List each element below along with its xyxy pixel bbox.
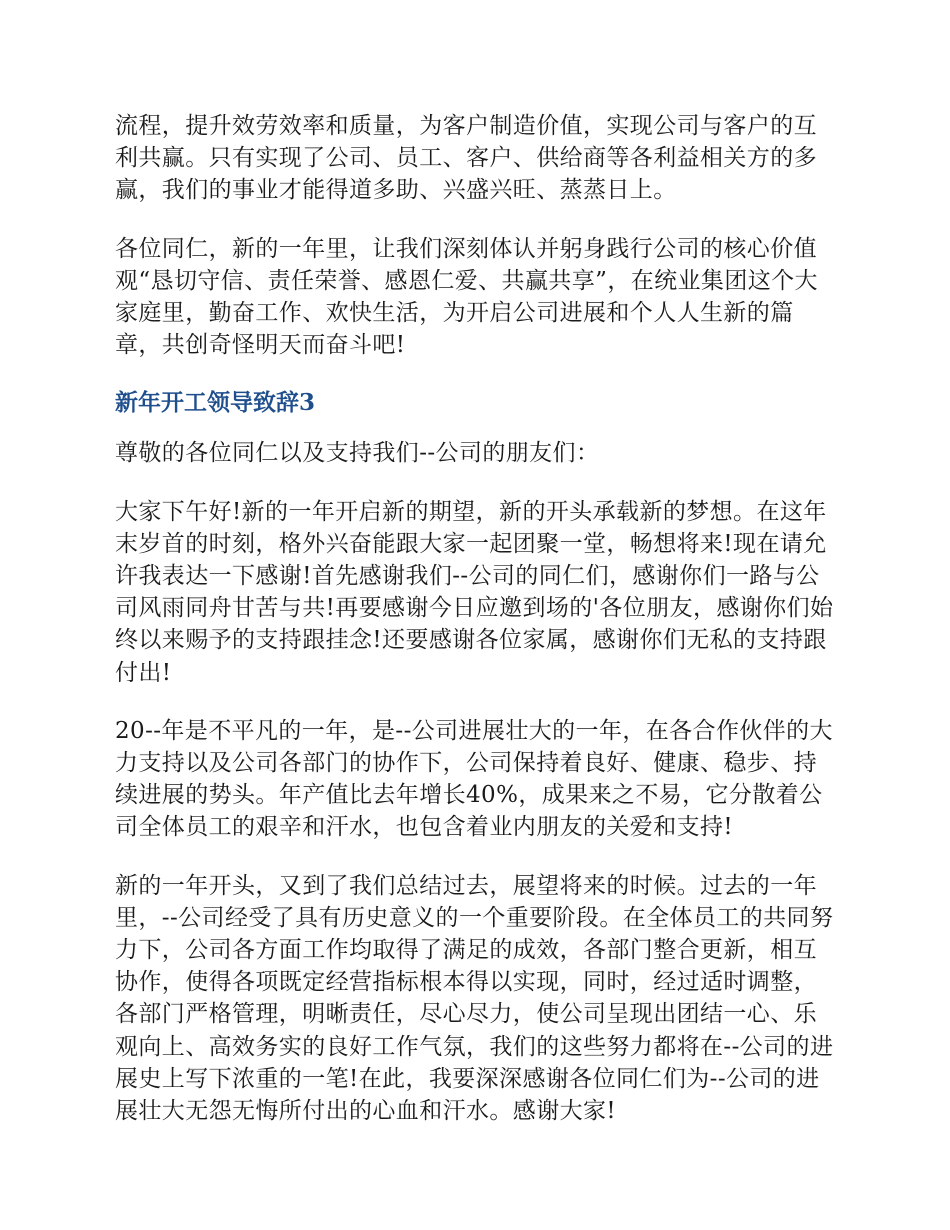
paragraph: 各位同仁，新的一年里，让我们深刻体认并躬身践行公司的核心价值观“恳切守信、责任荣誉、感恩仁爱、共赢共享”，在统业集团这个大家庭里，勤奋工作、欢快生活，为开启公司进展和个人人生新的篇章，共创奇怪明天而奋斗吧!	[115, 235, 818, 359]
section-heading: 新年开工领导致辞3	[115, 389, 316, 417]
paragraph: 尊敬的各位同仁以及支持我们--公司的朋友们：	[115, 440, 600, 467]
paragraph: 大家下午好!新的一年开启新的期望，新的开头承载新的梦想。在这年末岁首的时刻，格外兴奋能跟大家一起团聚一堂，畅想将来!现在请允许我表达一下感谢!首先感谢我们--公司的同仁们，感谢你们一路与公司风雨同舟甘苦与共!再要感谢今日应邀到场的'各位朋友，感谢你们始终以来赐予的支持跟挂念!还要感谢各位家属，感谢你们无私的支持跟付出!	[115, 498, 834, 686]
paragraph: 20--年是不平凡的一年，是--公司进展壮大的一年，在各合作伙伴的大力支持以及公司各部门的协作下，公司保持着良好、健康、稳步、持续进展的势头。年产值比去年增长40%，成果来之不易，它分散着公司全体员工的艰辛和汗水，也包含着业内朋友的关爱和支持!	[115, 717, 833, 841]
document-page	[115, 110, 835, 1153]
paragraph: 新的一年开头，又到了我们总结过去，展望将来的时候。过去的一年里，--公司经受了具有历史意义的一个重要阶段。在全体员工的共同努力下，公司各方面工作均取得了满足的成效，各部门整合更新，相互协作，使得各项既定经营指标根本得以实现，同时，经过适时调整，各部门严格管理，明晰责任，尽心尽力，使公司呈现出团结一心、乐观向上、高效务实的良好工作气氛，我们的这些努力都将在--公司的进展史上写下浓重的一笔!在此，我要深深感谢各位同仁们为--公司的进展壮大无怨无悔所付出的心血和汗水。感谢大家!	[115, 872, 834, 1125]
paragraph: 流程，提升效劳效率和质量，为客户制造价值，实现公司与客户的互利共赢。只有实现了公司、员工、客户、供给商等各利益相关方的多赢，我们的事业才能得道多助、兴盛兴旺、蒸蒸日上。	[115, 113, 817, 204]
